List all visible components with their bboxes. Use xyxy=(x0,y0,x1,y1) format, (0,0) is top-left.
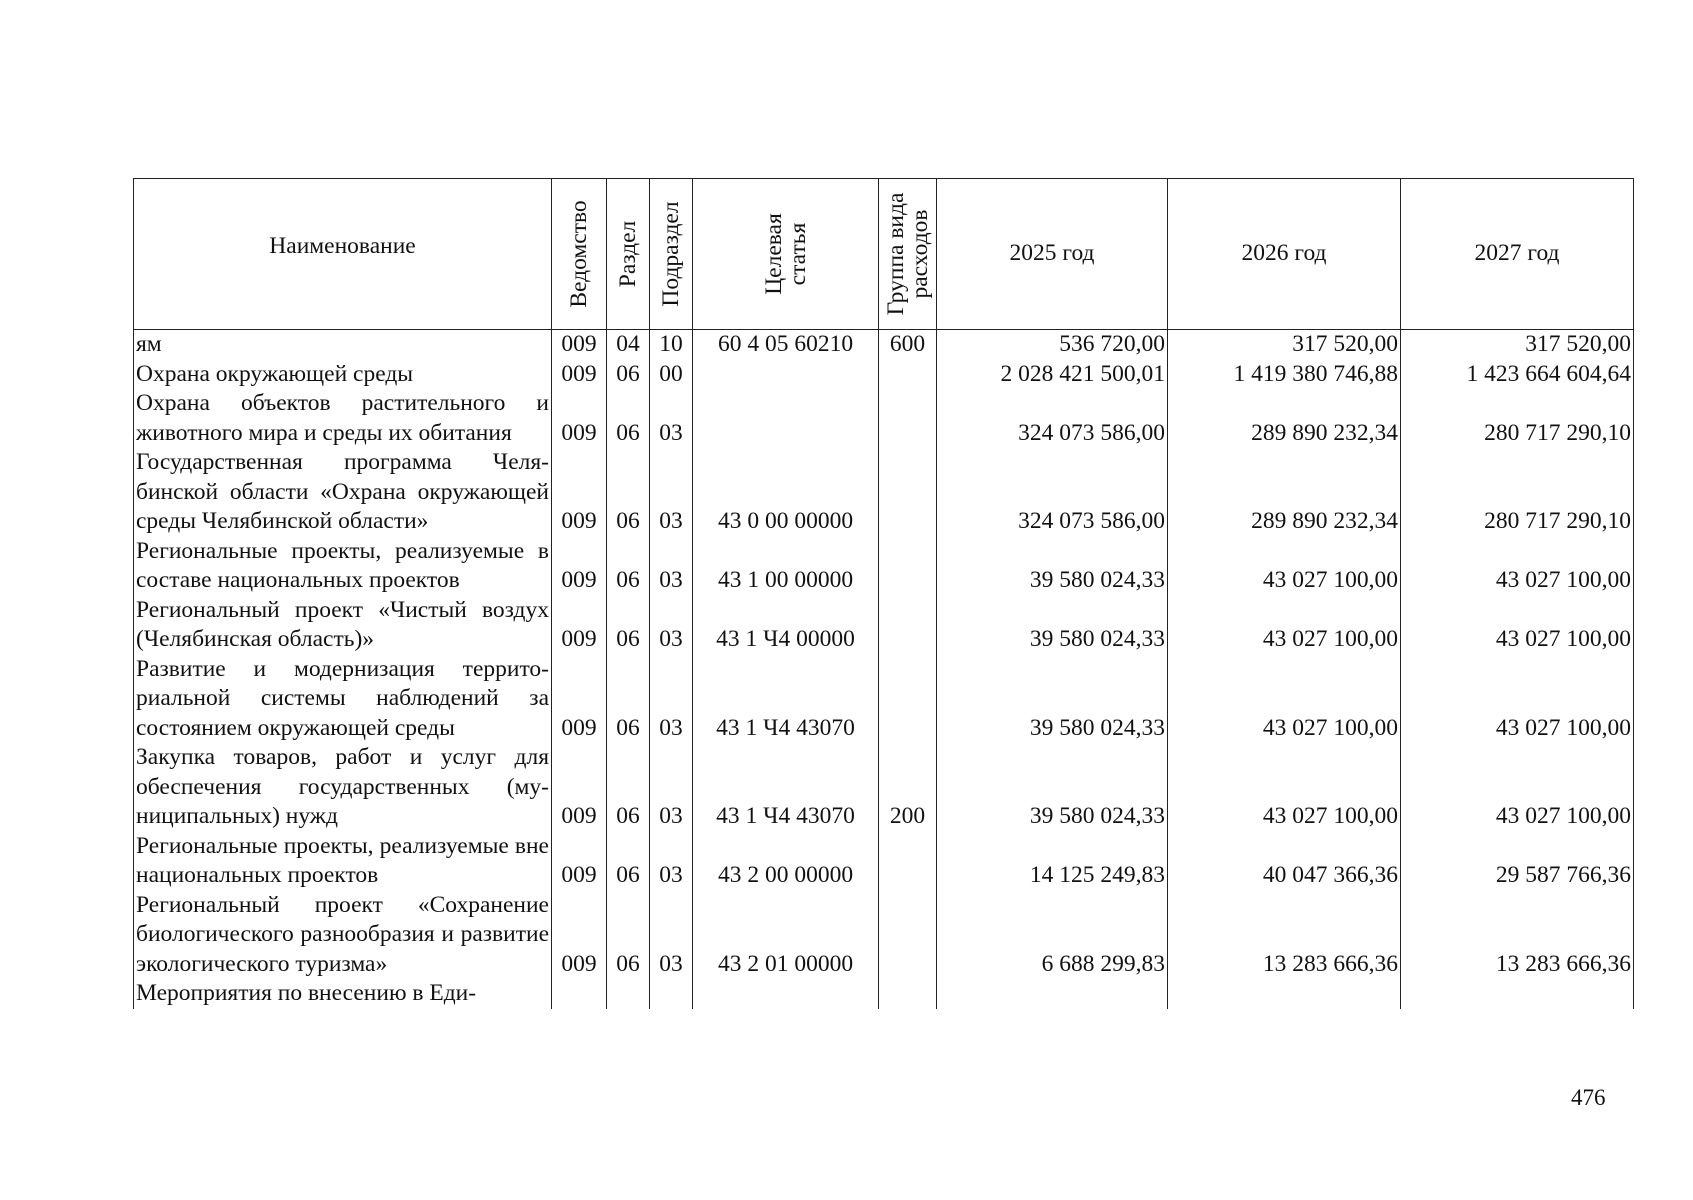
row-target: 43 2 01 00000 xyxy=(693,891,879,980)
row-subsection: 03 xyxy=(650,891,693,980)
header-group: Группа вида расходов xyxy=(879,179,937,330)
row-amount-2027: 13 283 666,36 xyxy=(1401,891,1634,980)
row-section: 06 xyxy=(607,743,650,832)
row-section: 06 xyxy=(607,389,650,448)
table-row xyxy=(134,979,1634,1009)
row-amount-2026: 43 027 100,00 xyxy=(1168,596,1401,655)
row-amount-2025: 39 580 024,33 xyxy=(937,596,1168,655)
row-target: 43 1 00 00000 xyxy=(693,537,879,596)
row-group xyxy=(879,891,937,980)
row-amount-2026: 13 283 666,36 xyxy=(1168,891,1401,980)
row-amount-2027: 43 027 100,00 xyxy=(1401,743,1634,832)
row-amount-2025: 39 580 024,33 xyxy=(937,655,1168,744)
row-amount-2027: 280 717 290,10 xyxy=(1401,448,1634,537)
row-target: 43 1 Ч4 43070 xyxy=(693,655,879,744)
row-subsection: 03 xyxy=(650,655,693,744)
row-group xyxy=(879,832,937,891)
row-target xyxy=(693,360,879,390)
row-amount-2027 xyxy=(1401,979,1634,1009)
row-target: 43 0 00 00000 xyxy=(693,448,879,537)
budget-table xyxy=(133,178,1634,1009)
row-subsection xyxy=(650,979,693,1009)
row-name: Развитие и модернизация территориальной системы наблюдений за состоянием окружающей среды xyxy=(134,655,552,744)
row-amount-2026: 289 890 232,34 xyxy=(1168,448,1401,537)
header-row xyxy=(134,179,1634,330)
row-target xyxy=(693,979,879,1009)
row-amount-2025: 6 688 299,83 xyxy=(937,891,1168,980)
header-subsection: Подраздел xyxy=(650,179,693,330)
row-amount-2026: 43 027 100,00 xyxy=(1168,743,1401,832)
row-amount-2027: 280 717 290,10 xyxy=(1401,389,1634,448)
row-amount-2026 xyxy=(1168,979,1401,1009)
row-amount-2026: 317 520,00 xyxy=(1168,330,1401,360)
header-dept: Ведомство xyxy=(552,179,607,330)
table-row xyxy=(134,389,1634,448)
row-amount-2027: 29 587 766,36 xyxy=(1401,832,1634,891)
row-amount-2027: 43 027 100,00 xyxy=(1401,596,1634,655)
row-subsection: 03 xyxy=(650,448,693,537)
row-dept: 009 xyxy=(552,743,607,832)
row-dept: 009 xyxy=(552,330,607,360)
row-target xyxy=(693,389,879,448)
row-dept: 009 xyxy=(552,596,607,655)
row-amount-2025: 14 125 249,83 xyxy=(937,832,1168,891)
table-row xyxy=(134,596,1634,655)
row-group xyxy=(879,655,937,744)
row-name: Государственная программа Челябинской области «Охрана окружающей среды Челябинской области» xyxy=(134,448,552,537)
row-section: 06 xyxy=(607,891,650,980)
row-amount-2026: 40 047 366,36 xyxy=(1168,832,1401,891)
row-name: Региональный проект «Сохранение биологического разнообразия и развитие экологического туризма» xyxy=(134,891,552,980)
row-section xyxy=(607,979,650,1009)
row-dept: 009 xyxy=(552,655,607,744)
row-name: Региональные проекты, реализуемые вне национальных проектов xyxy=(134,832,552,891)
table-row xyxy=(134,655,1634,744)
row-name: Мероприятия по внесению в Еди- xyxy=(134,979,552,1009)
row-amount-2026: 43 027 100,00 xyxy=(1168,537,1401,596)
header-name: Наименование xyxy=(134,179,552,330)
row-amount-2027: 317 520,00 xyxy=(1401,330,1634,360)
row-name: Региональный проект «Чистый воздух (Челябинская область)» xyxy=(134,596,552,655)
row-amount-2025: 2 028 421 500,01 xyxy=(937,360,1168,390)
row-section: 04 xyxy=(607,330,650,360)
row-group xyxy=(879,360,937,390)
row-amount-2025: 324 073 586,00 xyxy=(937,448,1168,537)
table-row xyxy=(134,743,1634,832)
header-target: Целевая статья xyxy=(693,179,879,330)
row-amount-2027: 1 423 664 604,64 xyxy=(1401,360,1634,390)
row-group: 200 xyxy=(879,743,937,832)
page-number: 476 xyxy=(1571,1085,1606,1110)
row-section: 06 xyxy=(607,655,650,744)
row-dept: 009 xyxy=(552,448,607,537)
row-target: 43 2 00 00000 xyxy=(693,832,879,891)
row-amount-2025 xyxy=(937,979,1168,1009)
row-amount-2025: 39 580 024,33 xyxy=(937,537,1168,596)
row-subsection: 03 xyxy=(650,743,693,832)
row-group xyxy=(879,389,937,448)
row-subsection: 03 xyxy=(650,832,693,891)
row-dept xyxy=(552,979,607,1009)
row-section: 06 xyxy=(607,832,650,891)
row-name: Охрана окружающей среды xyxy=(134,360,552,390)
row-target: 43 1 Ч4 43070 xyxy=(693,743,879,832)
row-amount-2025: 39 580 024,33 xyxy=(937,743,1168,832)
row-amount-2026: 1 419 380 746,88 xyxy=(1168,360,1401,390)
row-target: 43 1 Ч4 00000 xyxy=(693,596,879,655)
row-subsection: 00 xyxy=(650,360,693,390)
row-amount-2027: 43 027 100,00 xyxy=(1401,537,1634,596)
table-row xyxy=(134,891,1634,980)
row-amount-2026: 43 027 100,00 xyxy=(1168,655,1401,744)
header-2026: 2026 год xyxy=(1168,179,1401,330)
row-dept: 009 xyxy=(552,832,607,891)
row-amount-2027: 43 027 100,00 xyxy=(1401,655,1634,744)
row-name: Закупка товаров, работ и услуг для обеспечения государственных (муниципальных) нужд xyxy=(134,743,552,832)
table-row xyxy=(134,360,1634,390)
row-section: 06 xyxy=(607,537,650,596)
row-section: 06 xyxy=(607,448,650,537)
row-group xyxy=(879,448,937,537)
table-row xyxy=(134,537,1634,596)
row-amount-2025: 324 073 586,00 xyxy=(937,389,1168,448)
row-group xyxy=(879,596,937,655)
row-dept: 009 xyxy=(552,360,607,390)
row-section: 06 xyxy=(607,596,650,655)
row-group xyxy=(879,979,937,1009)
row-amount-2026: 289 890 232,34 xyxy=(1168,389,1401,448)
table-row xyxy=(134,448,1634,537)
row-dept: 009 xyxy=(552,537,607,596)
row-subsection: 03 xyxy=(650,596,693,655)
row-subsection: 03 xyxy=(650,389,693,448)
row-amount-2025: 536 720,00 xyxy=(937,330,1168,360)
row-group: 600 xyxy=(879,330,937,360)
row-section: 06 xyxy=(607,360,650,390)
row-subsection: 03 xyxy=(650,537,693,596)
row-name: Региональные проекты, реализуемые в составе национальных проектов xyxy=(134,537,552,596)
header-section: Раздел xyxy=(607,179,650,330)
row-dept: 009 xyxy=(552,389,607,448)
row-name: Охрана объектов растительного и животного мира и среды их обитания xyxy=(134,389,552,448)
row-group xyxy=(879,537,937,596)
header-2027: 2027 год xyxy=(1401,179,1634,330)
row-subsection: 10 xyxy=(650,330,693,360)
table-row xyxy=(134,330,1634,360)
row-dept: 009 xyxy=(552,891,607,980)
header-2025: 2025 год xyxy=(937,179,1168,330)
row-name: ям xyxy=(134,330,552,360)
row-target: 60 4 05 60210 xyxy=(693,330,879,360)
table-row xyxy=(134,832,1634,891)
